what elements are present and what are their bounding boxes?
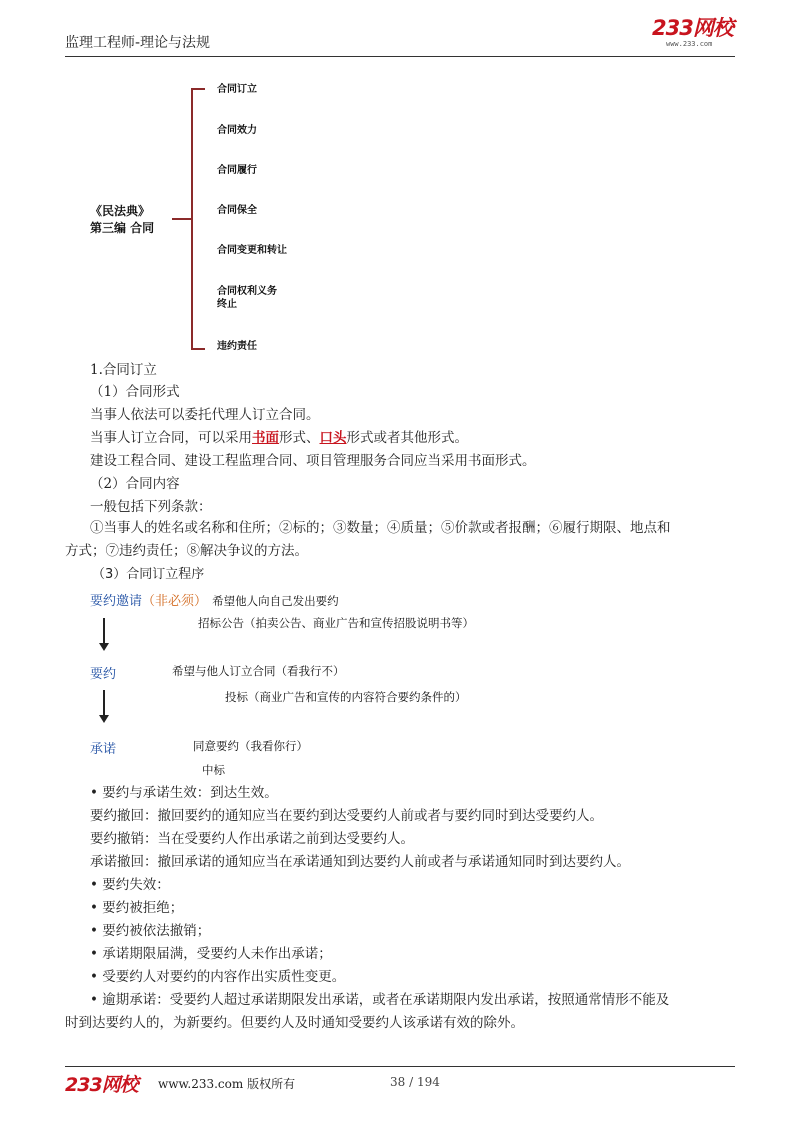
tree-root xyxy=(90,203,154,237)
highlight-written: 书面 xyxy=(252,430,279,446)
flow-invite-desc: 希望他人向自己发出要约 xyxy=(212,594,339,608)
flow-invite-example: 招标公告（拍卖公告、商业广告和宣传招股说明书等） xyxy=(198,616,474,630)
footer-divider xyxy=(65,1066,735,1067)
subsection-heading-procedure: （3）合同订立程序 xyxy=(92,567,205,582)
tree-root-line2: 第三编 合同 xyxy=(90,221,155,235)
flow-offer-desc: 希望与他人订立合同（看我行不） xyxy=(172,664,345,678)
note-line: 时到达要约人的，为新要约。但要约人及时通知受要约人该承诺有效的除外。 xyxy=(65,1015,524,1031)
document-title: 监理工程师-理论与法规 xyxy=(65,35,211,51)
subsection-heading: （2）合同内容 xyxy=(90,476,180,492)
page-number: 38 / 194 xyxy=(390,1075,440,1089)
note-line: • 要约与承诺生效：到达生效。 xyxy=(90,785,278,801)
note-line: • 要约被依法撤销； xyxy=(90,923,211,939)
flow-arrow xyxy=(103,618,105,644)
tree-bracket-spine xyxy=(191,88,193,350)
flow-accept-desc: 同意要约（我看你行） xyxy=(193,739,308,753)
tree-item-preservation: 合同保全 xyxy=(217,205,257,216)
text-span: 当事人订立合同，可以采用 xyxy=(90,430,252,446)
flow-offer-label: 要约 xyxy=(90,667,117,682)
note-line: • 承诺期限届满，受要约人未作出承诺； xyxy=(90,946,332,962)
flow-invite-label: 要约邀请 xyxy=(90,594,143,609)
flow-accept-example: 中标 xyxy=(202,763,225,777)
flow-arrowhead xyxy=(99,715,109,723)
note-line: • 受要约人对要约的内容作出实质性变更。 xyxy=(90,969,346,985)
tree-item-modification: 合同变更和转让 xyxy=(217,245,287,256)
subsection-heading: （1）合同形式 xyxy=(90,384,180,400)
tree-branch xyxy=(191,88,205,90)
note-line: • 逾期承诺：受要约人超过承诺期限发出承诺，或者在承诺期限内发出承诺，按照通常情形不能及 xyxy=(90,992,670,1008)
section-heading: 1.合同订立 xyxy=(90,362,157,378)
flow-arrow xyxy=(103,690,105,716)
tree-item-termination xyxy=(217,285,277,311)
tree-root-line1: 《民法典》 xyxy=(90,204,151,218)
note-line: 承诺撤回：撤回承诺的通知应当在承诺通知到达要约人前或者与承诺通知同时到达要约人。 xyxy=(90,854,630,870)
note-line: 要约撤销：当在受要约人作出承诺之前到达受要约人。 xyxy=(90,831,414,847)
flow-arrowhead xyxy=(99,643,109,651)
tree-item-validity: 合同效力 xyxy=(217,125,257,136)
header-logo-url: www.233.com xyxy=(666,40,713,48)
tree-branch xyxy=(191,348,205,350)
note-line: • 要约被拒绝； xyxy=(90,900,184,916)
text-span: 形式、 xyxy=(279,430,320,446)
highlight-oral: 口头 xyxy=(319,430,347,446)
paragraph: 建设工程合同、建设工程监理合同、项目管理服务合同应当采用书面形式。 xyxy=(90,453,536,469)
tree-item-formation: 合同订立 xyxy=(217,84,257,95)
paragraph-clauses-line2: 方式；⑦违约责任；⑧解决争议的方法。 xyxy=(65,543,308,559)
text-span: 形式或者其他形式。 xyxy=(346,430,468,446)
paragraph: 一般包括下列条款： xyxy=(90,499,212,515)
tree-item-termination-line1: 合同权利义务 xyxy=(217,286,277,297)
header-divider xyxy=(65,56,735,57)
flow-invite xyxy=(90,590,339,609)
tree-item-termination-line2: 终止 xyxy=(217,299,237,310)
flow-invite-optional: （非必须） xyxy=(142,594,208,609)
flow-offer-example: 投标（商业广告和宣传的内容符合要约条件的） xyxy=(225,690,467,704)
paragraph: 当事人依法可以委托代理人订立合同。 xyxy=(90,407,320,423)
tree-connector xyxy=(172,218,192,220)
header-logo-text: 233网校 xyxy=(652,16,733,40)
footer-logo: 233网校 xyxy=(65,1074,138,1096)
tree-item-liability: 违约责任 xyxy=(217,341,257,352)
paragraph-clauses-line1: ①当事人的姓名或名称和住所；②标的；③数量；④质量；⑤价款或者报酬；⑥履行期限、地点和 xyxy=(90,520,671,536)
header-logo xyxy=(652,16,736,50)
paragraph-contract-forms xyxy=(90,428,468,448)
note-line: 要约撤回：撤回要约的通知应当在要约到达受要约人前或者与要约同时到达受要约人。 xyxy=(90,808,603,824)
tree-item-performance: 合同履行 xyxy=(217,165,257,176)
note-line: • 要约失效： xyxy=(90,877,170,893)
flow-accept-label: 承诺 xyxy=(90,742,117,757)
footer-copyright: www.233.com 版权所有 xyxy=(158,1077,296,1091)
